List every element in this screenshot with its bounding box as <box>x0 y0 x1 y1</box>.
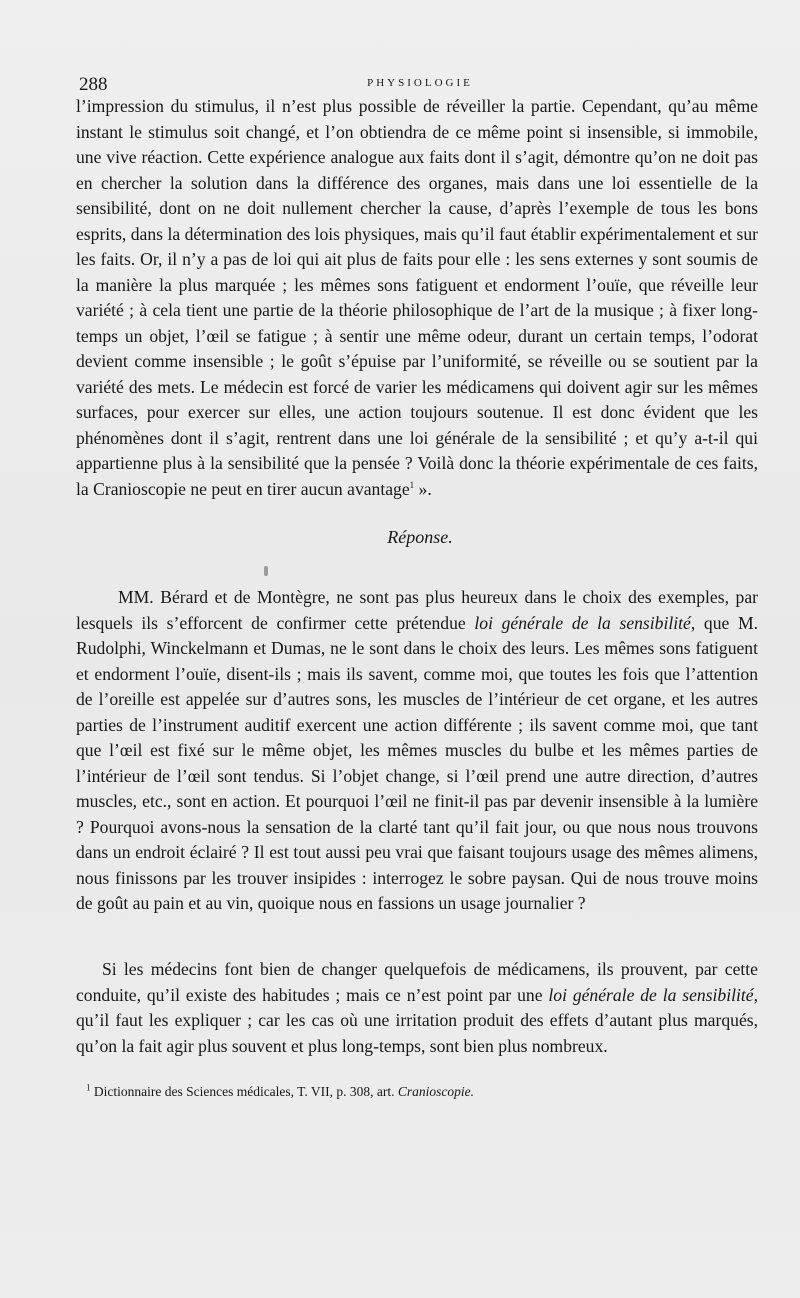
paragraph-response-text-1: MM. Bérard et de Montègre, ne sont pas plus heureux dans le choix des exemples, par lesquels ils s’efforcent de confirmer cette prétendue <box>76 587 758 633</box>
paragraph-response <box>76 585 758 917</box>
footnote-marker: 1 <box>86 1082 91 1093</box>
footnote-italic: Cranioscopie. <box>397 1084 475 1099</box>
paragraph-medecins-italic: loi générale de la sensibilité, <box>548 984 758 1005</box>
paragraph-medecins-text-1: Si les médecins font bien de changer quelquefois de médicamens, ils prouvent, par cette conduite, qu’il existe des habitudes ; mais ce n’est point par une <box>76 959 758 1005</box>
paragraph-medecins-text-2: qu’il faut les expliquer ; car les cas où une irritation produit des effets d’autant plus marqués, qu’on la fait agir plus souvent et plus long-temps, sont bien plus nombreux. <box>76 1010 758 1056</box>
section-heading-reponse: Réponse. <box>387 527 453 547</box>
page-number: 288 <box>79 74 108 95</box>
running-head: PHYSIOLOGIE <box>367 77 473 89</box>
print-blemish <box>264 566 268 576</box>
paragraph-response-text-2: , que M. Rudolphi, Winckelmann et Dumas, ne le sont dans le choix des leurs. Les mêmes sons fatiguent et endorment l’ouïe, disent-ils ; mais ils savent, comme moi, que toutes les fois que l’attention de l’oreille est appelée sur d’autres sons, les muscles de l’intérieur de cet organe, et les autres parties de l’instrument auditif exercent une action différente ; ils savent comme moi, que tant que l’œil est fixé sur le même objet, les mêmes muscles du bulbe et les mêmes parties de l’intérieur de l’œil sont tendus. Si l’objet change, si l’œil prend une autre direction, d’autres muscles, etc., sont en action. Et pourquoi l’œil ne finit-il pas par devenir insensible à la lumière ? Pourquoi avons-nous la sensation de la clarté tant qu’il fait jour, ou que nous nous trouvons dans un endroit éclairé ? Il est tout aussi peu vrai que faisant toujours usage des mêmes alimens, nous finissons par les trouver insipides : interrogez le sobre paysan. Qui de nous trouve moins de goût au pain et au vin, quoique nous en fassions un usage journalier ? <box>76 612 759 913</box>
paragraph-response-italic: loi générale de la sensibilité <box>474 612 691 633</box>
footnote <box>86 1082 758 1102</box>
paragraph-quotation-text: l’impression du stimulus, il n’est plus possible de réveiller la partie. Cependant, qu’au même instant le stimulus soit changé, et l’on obtiendra de ce même point si insensible, si immobile, une vive réaction. Cette expérience analogue aux faits dont il s’agit, démontre qu’on ne doit pas en chercher la solution dans la différence des organes, mais dans une loi essentielle de la sensibilité, dont on ne doit nullement chercher la cause, d’après l’exemple de tous les bons esprits, dans la détermination des lois physiques, mais qu’il faut établir expérimentalement et sur les faits. Or, il n’y a pas de loi qui ait plus de faits pour elle : les sens externes y sont soumis de la manière la plus marquée ; les mêmes sons fatiguent et endorment l’ouïe, que réveille leur variété ; à cela tient une partie de la théorie philosophique de l’art de la musique ; à fixer long-temps un objet, l’œil se fatigue ; à sentir une même odeur, durant un certain temps, l’odorat devient comme insensible ; le goût s’épuise par l’uniformité, se réveille ou se soutient par la variété des mets. Le médecin est forcé de varier les médicamens qui doivent agir sur les mêmes surfaces, pour exercer sur elles, une action toujours soutenue. Il est donc évident que les phénomènes dont il s’agit, rentrent dans une loi générale de la sensibilité ; et qu’y a-t-il qui appartienne plus à la sensibilité que la pensée ? Voilà donc la théorie expérimentale de ces faits, la Cranioscopie ne peut en tirer aucun avantage <box>76 96 758 499</box>
footnote-text: Dictionnaire des Sciences médicales, T. VII, p. 308, art. <box>90 1084 398 1099</box>
quotation-close: ». <box>414 478 432 499</box>
paragraph-medecins <box>76 957 758 1059</box>
paragraph-quotation <box>76 94 758 502</box>
footnote-reference[interactable]: 1 <box>409 479 415 490</box>
